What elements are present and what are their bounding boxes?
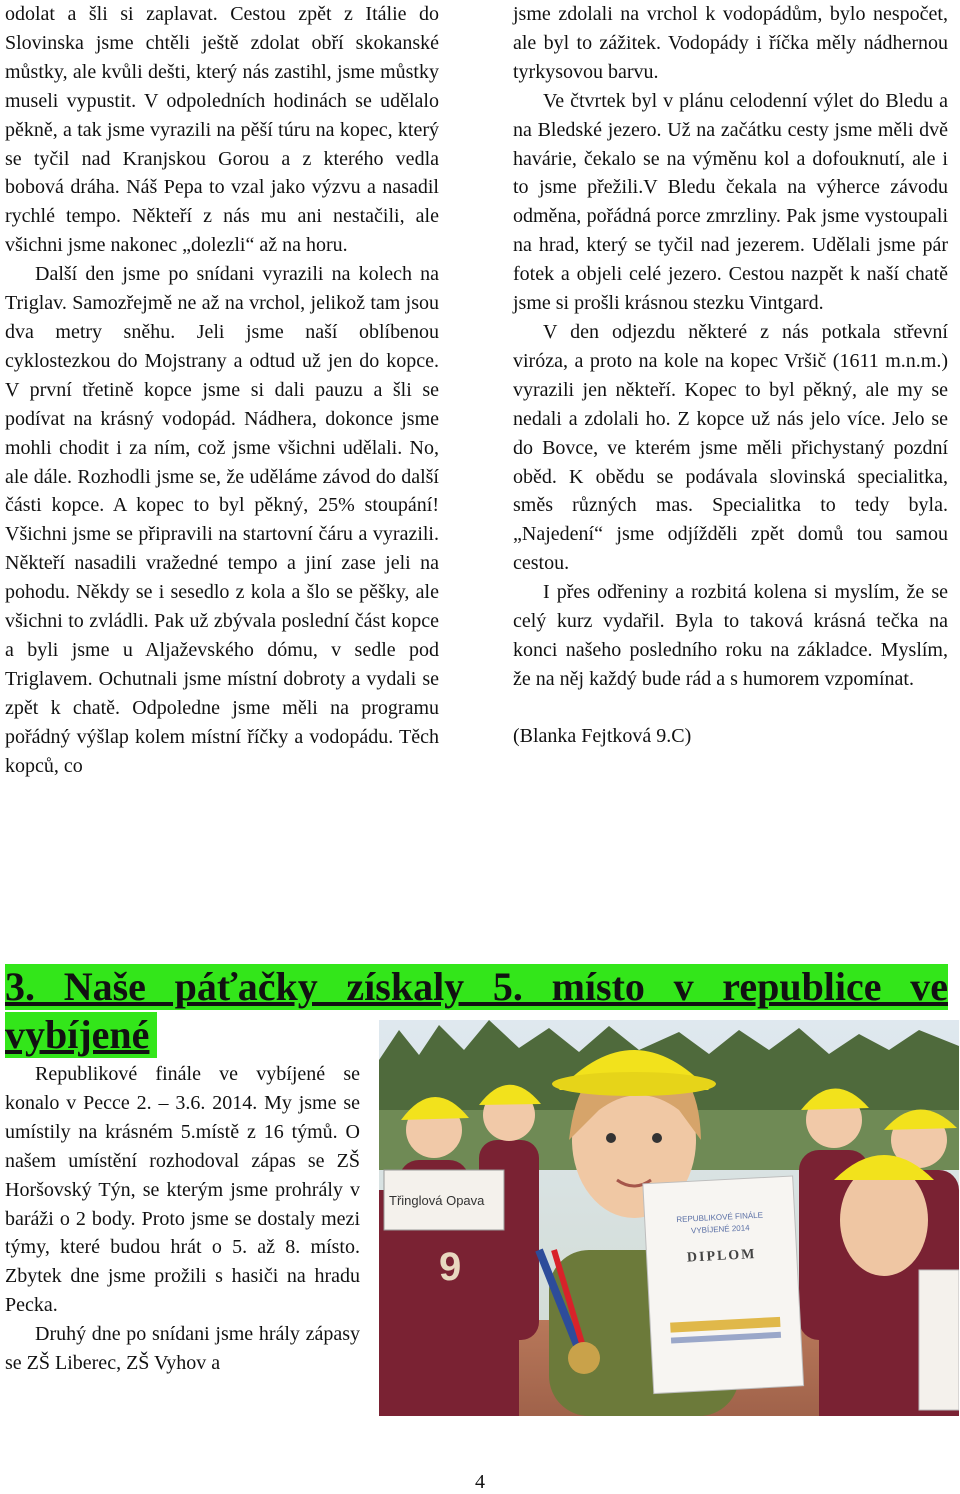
paragraph-left-1: odolat a šli si zaplavat. Cestou zpět z Itálie do Slovinska jsme chtěli ještě zdolat obří skokanské můstky, ale kvůli dešti, který nás zastihl, jsme můstky museli vypustit. V odpoledních hodinách se udělalo pěkně, a tak jsme vyrazili na pěší túru na kopec, který se tyčil nad Kranjskou Gorou a z kterého vedla bobová dráha. Náš Pepa to vzal jako výzvu a nasadil rychlé tempo. Někteří z nás mu ani nestačili, ale všichni jsme nakonec „dolezli“ až na horu. bbox=[5, 3, 439, 257]
headline-line-1: 3. Naše páťačky získaly 5. místo v republice ve bbox=[5, 964, 948, 1009]
paragraph-dodgeball-2: Druhý dne po snídani jsme hrály zápasy se ZŠ Liberec, ZŠ Vyhov a bbox=[5, 1323, 360, 1375]
paragraph-dodgeball-1: Republikové finále ve vybíjené se konalo v Pecce 2. – 3.6. 2014. My jsme se umístily na krásném 5.místě z 16 týmů. O našem umístění rozhodoval zápas se ZŠ Horšovský Týn, se kterým jsme prohrály v baráži o 2 body. Proto jsme se dostaly mezi týmy, které budou hrát o 5. až 8. místo. Zbytek dne jsme prožili s hasiči na hradu Pecka. bbox=[5, 1063, 360, 1317]
dodgeball-article-column bbox=[5, 1060, 360, 1378]
jersey-number: 9 bbox=[439, 1245, 462, 1289]
paragraph-right-4: I přes odřeniny a rozbitá kolena si myslím, že se celý kurz vydařil. Byla to taková krásná tečka na konci našeho posledního roku na základce. Myslím, že na něj každý bude rád a s humorem vzpomínat. bbox=[513, 581, 948, 690]
article-author: (Blanka Fejtková 9.C) bbox=[513, 724, 692, 747]
paragraph-left-2: Další den jsme po snídani vyrazili na kolech na Triglav. Samozřejmě ne až na vrchol, jelikož tam jsou dva metry sněhu. Jeli jsme naší oblíbenou cyklostezkou do Mojstrany a odtud už jen do kopce. V první třetině kopce jsme si dali pauzu a šli se podívat na krásný vodopád. Nádhera, dokonce jsme mohli chodit i za ním, což jsme všichni udělali. No, ale dále. Rozhodli jsme se, že uděláme závod do další části kopce. A kopec to byl pěkný, 25% stoupání! Všichni jsme se připravili na startovní čáru a vyrazili. Někteří nasadili vražedné tempo a jiní zase jeli na pohodu. Někdy se i sesedlo z kola a šlo se pěšky, ale všichni to zvládli. Pak už zbývala poslední část kopce a byli jsme u Aljaževského dómu, v sedle pod Triglavem. Ochutnali jsme místní dobroty a vydali se zpět k chatě. Odpoledne jsme měli na programu pořádný výšlap kolem místní říčky a vodopádu. Těch kopců, co bbox=[5, 263, 439, 777]
page-number: 4 bbox=[475, 1471, 485, 1493]
headline-line-2: vybíjené bbox=[5, 1012, 150, 1057]
paragraph-right-2: Ve čtvrtek byl v plánu celodenní výlet do Bledu a na Bledské jezero. Už na začátku cesty jsme měli dvě havárie, čekalo se na výměnu kol a dofouknutí, ale i to jsme přežili.V Bledu čekala na výherce závodu odměna, pořádná porce zmrzliny. Pak jsme vystoupali na hrad, který se tyčil nad jezerem. Udělali jsme pár fotek a objeli celé jezero. Cestou nazpět k naší chatě jsme si prošli krásnou stezku Vintgard. bbox=[513, 89, 948, 315]
paragraph-right-3: V den odjezdu některé z nás potkala střevní viróza, a proto na kole na kopec Vršič (1611 m.n.m.) vyrazili jen někteří. Kopec to byl pěkný, ale my se nedali a zdolali ho. Z kopce už nás jelo více. Jelo se do Bovce, ve kterém jsme měli přichystaný pozdní oběd. K obědu se podávala slovinská specialitka, směs různých mas. Specialitka to tedy byla. „Najedení“ jsme odjížděli zpět domů tou samou cestou. bbox=[513, 320, 948, 575]
diploma-heading: REPUBLIKOVÉ FINÁLE bbox=[676, 1210, 764, 1225]
diploma-year: VYBÍJENÉ 2014 bbox=[690, 1223, 750, 1236]
team-photo bbox=[379, 1020, 959, 1416]
left-article-column bbox=[5, 0, 439, 780]
diploma bbox=[643, 1176, 804, 1394]
paragraph-right-1: jsme zdolali na vrchol k vodopádům, bylo nespočet, ale byl to zážitek. Vodopády i říčka měly nádhernou tyrkysovou barvu. bbox=[513, 3, 948, 83]
team-photo-illustration bbox=[379, 1020, 959, 1416]
team-sign-text: Třinglová Opava bbox=[389, 1193, 485, 1208]
right-article-column bbox=[513, 0, 948, 751]
diploma-title: DIPLOM bbox=[686, 1246, 757, 1266]
